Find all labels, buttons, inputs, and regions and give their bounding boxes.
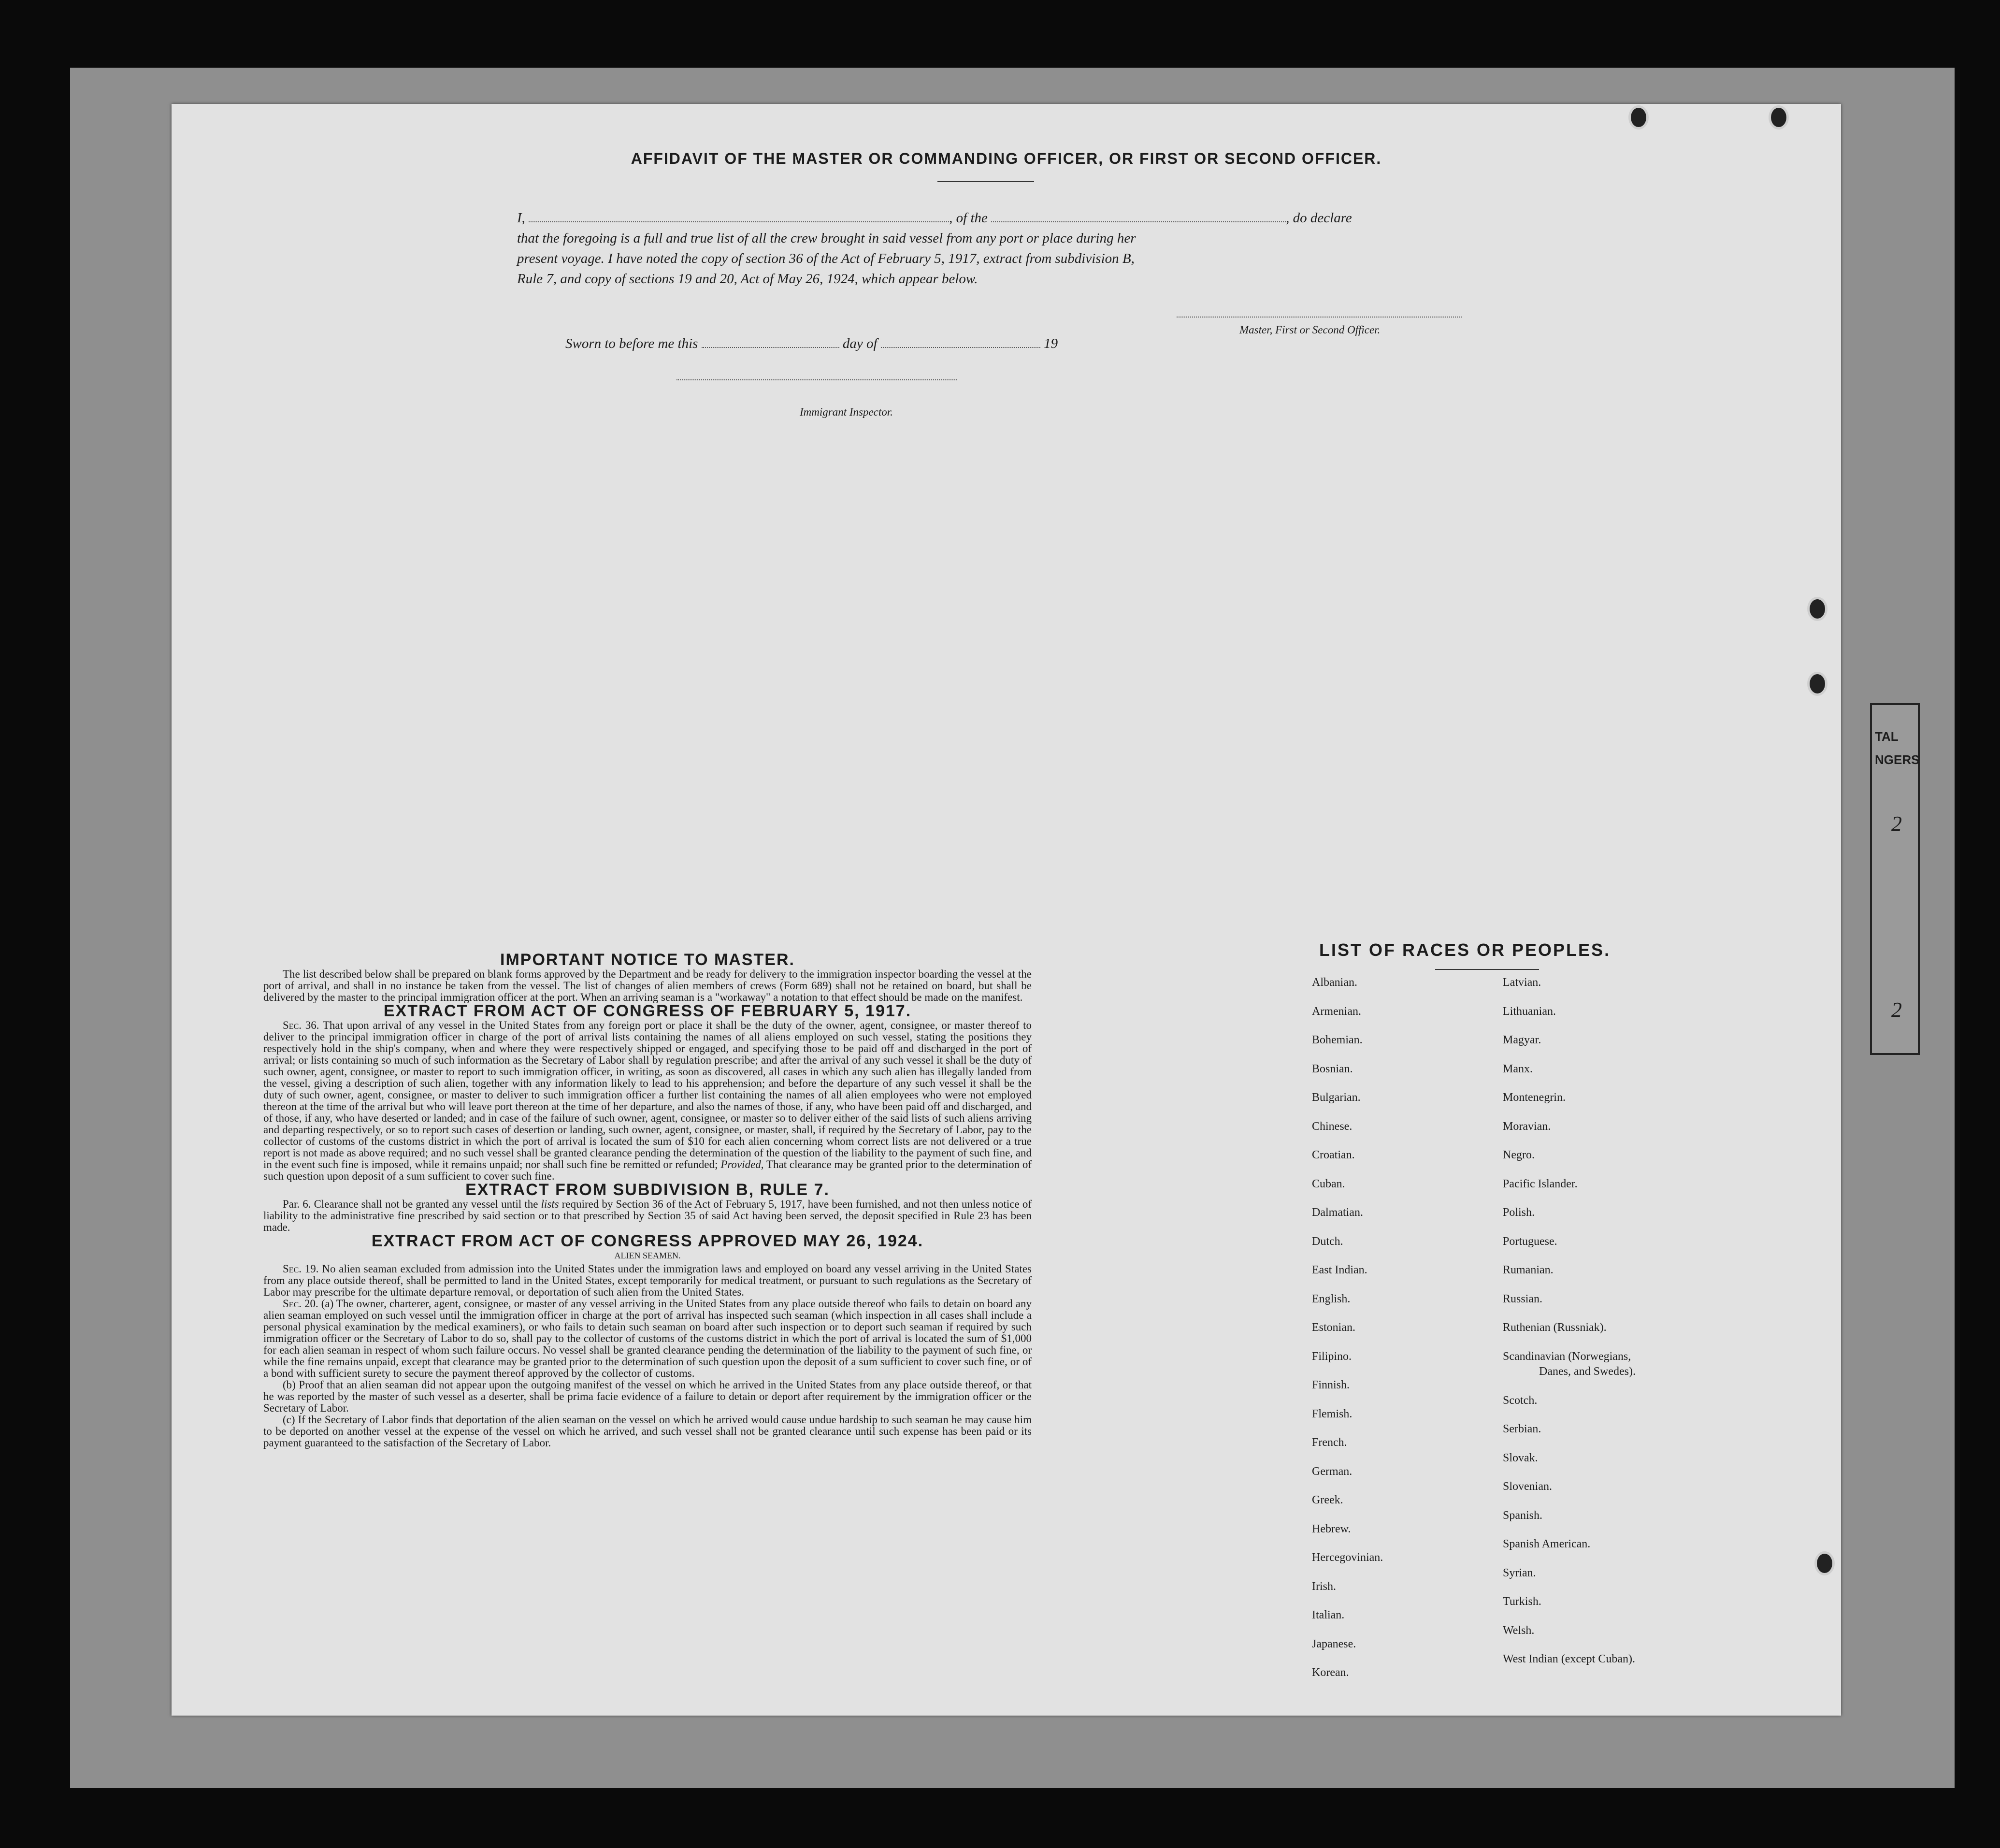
declaration-i: I, xyxy=(517,210,525,226)
punch-hole xyxy=(1807,672,1827,696)
race-item: Syrian. xyxy=(1503,1566,1536,1579)
declaration-line-1 xyxy=(517,208,1636,228)
vessel-name-field[interactable] xyxy=(991,221,1286,222)
races-title: LIST OF RACES OR PEOPLES. xyxy=(1319,940,1611,960)
race-item: French. xyxy=(1312,1436,1347,1449)
race-item: Montenegrin. xyxy=(1503,1091,1566,1104)
race-item: Chinese. xyxy=(1312,1120,1353,1133)
race-item: Hercegovinian. xyxy=(1312,1551,1383,1564)
sworn-date-field[interactable] xyxy=(702,347,839,348)
race-item: Croatian. xyxy=(1312,1149,1355,1161)
race-item: German. xyxy=(1312,1465,1353,1478)
race-item: Danes, and Swedes). xyxy=(1539,1365,1636,1378)
affidavit-page xyxy=(172,104,1841,1716)
race-item: Irish. xyxy=(1312,1580,1336,1593)
sworn-year: 19 xyxy=(1044,336,1058,351)
race-item: Dalmatian. xyxy=(1312,1206,1363,1219)
extract-1924-title: EXTRACT FROM ACT OF CONGRESS APPROVED MAY 26, 1924. xyxy=(371,1232,924,1250)
race-item: Lithuanian. xyxy=(1503,1005,1556,1018)
officer-name-field[interactable] xyxy=(529,221,949,222)
sworn-month-field[interactable] xyxy=(881,347,1040,348)
race-item: Portuguese. xyxy=(1503,1235,1557,1248)
race-item: Manx. xyxy=(1503,1062,1533,1075)
section-20a xyxy=(263,1298,1032,1379)
section-36-text: That upon arrival of any vessel in the United States from any foreign port or place it shall be the duty of the owner, agent, consignee, or master thereof to deliver to the principal immigration officer in charge of the port of arrival lists containing the names of all aliens employed on such vessel, stating the positions they respectively hold in the ship's company, when and where they were respectively shipped or engaged, and specifying those to be paid off and discharged in the port of arrival; or lists containing so much of such information as the Secretary of Labor shall by regulation prescribe; and after the arrival of any such vessel it shall be the duty of such owner, agent, consignee, or master to report to such immigration officer, in writing, as soon as discovered, all cases in which any such alien has illegally landed from the vessel, giving a description of such alien, together with any information likely to lead to his apprehension; and before the departure of any such vessel it shall be the duty of such owner, agent, consignee, or master to deliver to such immigration officer a further list containing the names of all alien employees who were not employed thereon at the time of the arrival but who will leave port thereon at the time of her departure, and also the names of those, if any, who have been paid off and discharged, and of those, if any, who have deserted or landed; and in case of the failure of such owner, agent, consignee, or master so to deliver either of the said lists of such aliens arriving and departing respectively, or so to report such cases of desertion or landing, such owner, agent, consignee, or master, shall, if required by the Secretary of Labor, pay to the collector of customs of the customs district in which the port of arrival is located the sum of $10 for each alien concerning whom correct lists are not delivered or a true report is not made as above required; and no such vessel shall be granted clearance pending the determination of the question of the liability to the payment of such fine, and in the event such fine is imposed, while it remains unpaid; nor shall such fine be remitted or refunded; xyxy=(263,1019,1032,1170)
paragraph-6 xyxy=(263,1198,1032,1233)
race-item: Cuban. xyxy=(1312,1177,1345,1190)
race-item: Slovak. xyxy=(1503,1451,1538,1464)
race-item: Flemish. xyxy=(1312,1407,1353,1420)
race-item: English. xyxy=(1312,1292,1351,1305)
race-item: Dutch. xyxy=(1312,1235,1343,1248)
underlying-header-fragment: TAL xyxy=(1875,729,1899,744)
declaration-do-declare: , do declare xyxy=(1286,210,1352,226)
declaration-line-2: that the foregoing is a full and true list of all the crew brought in said vessel from any port or place during her xyxy=(517,231,1136,246)
race-item: Estonian. xyxy=(1312,1321,1355,1334)
handwritten-count: 2 xyxy=(1891,812,1902,836)
declaration-line-3: present voyage. I have noted the copy of section 36 of the Act of February 5, 1917, extract from subdivision B, xyxy=(517,251,1135,266)
race-item: Rumanian. xyxy=(1503,1264,1554,1276)
race-item: Scotch. xyxy=(1503,1394,1538,1407)
master-signature-label: Master, First or Second Officer. xyxy=(1239,324,1381,336)
race-item: Bosnian. xyxy=(1312,1062,1353,1075)
race-item: Finnish. xyxy=(1312,1379,1350,1391)
section-20c: (c) If the Secretary of Labor finds that deportation of the alien seaman on the vessel on which he arrived would cause undue hardship to such seaman he may cause him to be deported on another vessel at the expense of the vessel on which he arrived, and such vessel shall not be granted clearance until such expense has been paid or its payment guaranteed to the satisfaction of the Secretary of Labor. xyxy=(263,1414,1032,1449)
race-item: Russian. xyxy=(1503,1292,1543,1305)
race-item: Korean. xyxy=(1312,1666,1349,1679)
race-item: Scandinavian (Norwegians, xyxy=(1503,1350,1631,1363)
race-item: Albanian. xyxy=(1312,976,1357,989)
section-36-end: That clearance may be granted prior to the determination of such question upon deposit of a sum sufficient to cover such fine. xyxy=(263,1158,1032,1182)
declaration-of-the: , of the xyxy=(949,210,988,226)
section-19-label: Sec. 19. xyxy=(283,1263,319,1275)
notice-title: IMPORTANT NOTICE TO MASTER. xyxy=(500,951,795,969)
race-item: Bohemian. xyxy=(1312,1034,1363,1046)
underlying-page-box xyxy=(1870,703,1920,1055)
alien-seamen-heading: ALIEN SEAMEN. xyxy=(614,1251,681,1260)
section-20b: (b) Proof that an alien seaman did not appear upon the outgoing manifest of the vessel on which he arrived in the United States from any place outside thereof, or that he was reported by the master of such vessel as a deserter, shall be prima facie evidence of a failure to detain or deport after requirement by the immigration officer or the Secretary of Labor. xyxy=(263,1379,1032,1414)
section-19 xyxy=(263,1263,1032,1298)
punch-hole xyxy=(1769,105,1789,130)
sworn-line xyxy=(565,333,1058,354)
race-item: Moravian. xyxy=(1503,1120,1551,1133)
race-item: Ruthenian (Russniak). xyxy=(1503,1321,1607,1334)
punch-hole xyxy=(1807,597,1827,621)
race-item: Slovenian. xyxy=(1503,1480,1552,1493)
race-item: Bulgarian. xyxy=(1312,1091,1361,1104)
section-20a-text: (a) The owner, charterer, agent, consignee, or master of any vessel arriving in the United States from any place outside thereof who fails to detain on board any alien seaman employed on such vessel until the immigration officer in charge at the port of arrival has inspected such seaman (which inspection in all cases shall include a personal physical examination by the medical examiners), or who fails to detain such seaman on board after such inspection or to deport such seaman if required by such immigration officer or the Secretary of Labor to do so, shall pay to the collector of customs of the customs district in which the port of arrival is located the sum of $1,000 for each alien seaman in respect of whom such failure occurs. No vessel shall be granted clearance pending the determination of the liability to the payment of such fine, or while the fine remains unpaid, except that clearance may be granted prior to the determination of such question upon the deposit of a sum sufficient to cover such fine, or of a bond with sufficient surety to secure the payment thereof approved by the collector of customs. xyxy=(263,1298,1032,1379)
inspector-signature-field[interactable] xyxy=(676,379,957,380)
race-item: Armenian. xyxy=(1312,1005,1361,1018)
race-item: Spanish. xyxy=(1503,1509,1543,1522)
affidavit-title: AFFIDAVIT OF THE MASTER OR COMMANDING OFFICER, OR FIRST OR SECOND OFFICER. xyxy=(631,150,1382,167)
race-item: Spanish American. xyxy=(1503,1538,1591,1550)
race-item: Negro. xyxy=(1503,1149,1535,1161)
paragraph-6-a: Par. 6. Clearance shall not be granted any vessel until the xyxy=(283,1198,538,1210)
underlying-header-fragment: NGERS xyxy=(1875,752,1920,767)
paragraph-6-lists: lists xyxy=(541,1198,559,1210)
section-36-label: Sec. 36. xyxy=(283,1019,319,1031)
race-item: Japanese. xyxy=(1312,1637,1356,1650)
races-left-column xyxy=(1312,976,1496,1701)
inspector-signature-label: Immigrant Inspector. xyxy=(800,406,893,418)
extract-1917-title: EXTRACT FROM ACT OF CONGRESS OF FEBRUARY 5, 1917. xyxy=(383,1002,912,1020)
race-item: Greek. xyxy=(1312,1494,1343,1506)
section-19-text: No alien seaman excluded from admission into the United States under the immigration laws and employed on board any vessel arriving in the United States from any place outside thereof, shall be permitted to land in the United States, except temporarily for medical treatment, or pursuant to such regulations as the Secretary of Labor may prescribe for the ultimate departure removal, or deportation of such alien from the United States. xyxy=(263,1263,1032,1298)
race-item: Polish. xyxy=(1503,1206,1535,1219)
title-rule xyxy=(937,181,1034,182)
race-item: Filipino. xyxy=(1312,1350,1352,1363)
races-title-rule xyxy=(1435,969,1539,970)
race-item: Pacific Islander. xyxy=(1503,1177,1578,1190)
race-item: Latvian. xyxy=(1503,976,1541,989)
notice-to-master xyxy=(263,952,1032,1449)
punch-hole xyxy=(1814,1551,1835,1575)
race-item: Turkish. xyxy=(1503,1595,1541,1608)
master-signature-field[interactable] xyxy=(1177,317,1462,318)
race-item: Welsh. xyxy=(1503,1624,1535,1637)
race-item: West Indian (except Cuban). xyxy=(1503,1653,1635,1665)
race-item: Serbian. xyxy=(1503,1423,1541,1435)
section-36 xyxy=(263,1020,1032,1182)
declaration-line-4: Rule 7, and copy of sections 19 and 20, Act of May 26, 1924, which appear below. xyxy=(517,271,978,287)
extract-rule-7-title: EXTRACT FROM SUBDIVISION B, RULE 7. xyxy=(465,1181,830,1199)
section-36-provided: Provided, xyxy=(720,1158,764,1170)
sworn-day-of: day of xyxy=(842,336,878,351)
race-item: East Indian. xyxy=(1312,1264,1367,1276)
handwritten-count: 2 xyxy=(1891,998,1902,1022)
paragraph-6-b: required by Section 36 of the Act of February 5, 1917, have been furnished, and not then unless notice of liability to the administrative fine prescribed by said section or to that prescribed by Section 35 of said Act having been served, the deposit specified in Rule 23 has been made. xyxy=(263,1198,1032,1233)
race-item: Magyar. xyxy=(1503,1034,1541,1046)
races-right-column xyxy=(1503,976,1793,1701)
race-item: Italian. xyxy=(1312,1609,1345,1621)
punch-hole xyxy=(1628,105,1649,130)
sworn-prefix: Sworn to before me this xyxy=(565,336,698,351)
section-20-label: Sec. 20. xyxy=(283,1298,318,1310)
race-item: Hebrew. xyxy=(1312,1522,1351,1535)
notice-intro: The list described below shall be prepared on blank forms approved by the Department and be ready for delivery to the immigration inspector boarding the vessel at the port of arrival, and shall in no instance be taken from the vessel. The list of changes of alien members of crews (Form 689) shall not be retained on board, but shall be delivered by the master to the principal immigration officer at the port. When an arriving seaman is a "workaway" a notation to that effect should be made on the manifest. xyxy=(263,968,1032,1003)
